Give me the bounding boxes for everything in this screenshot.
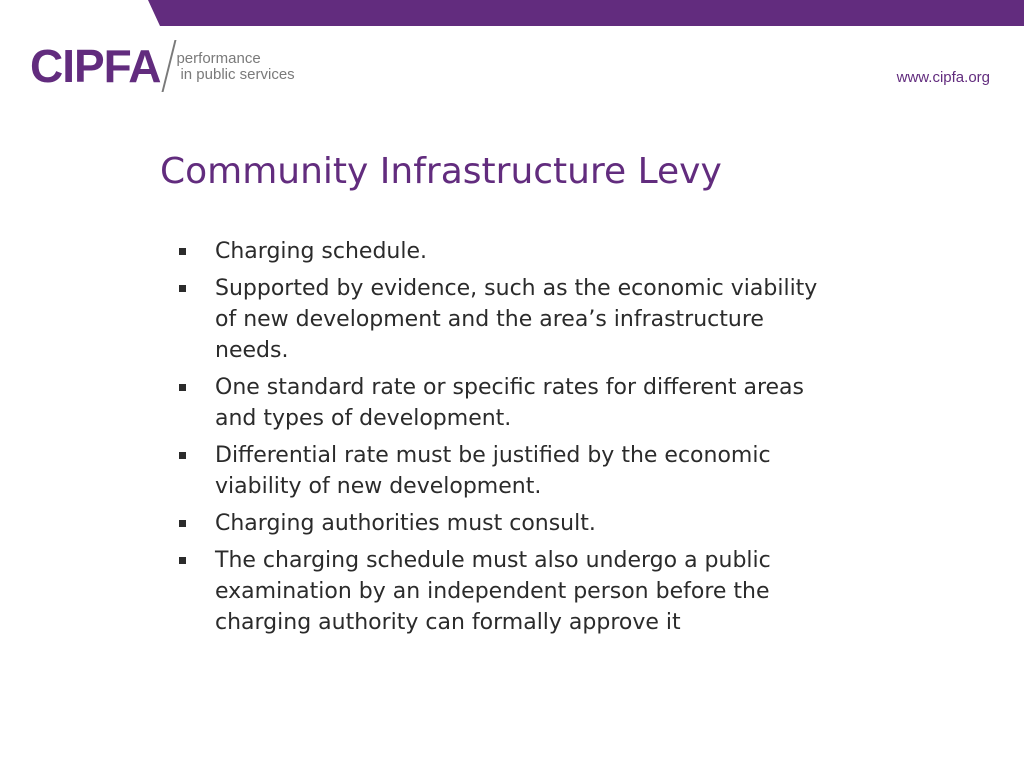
bullet-item	[176, 440, 936, 502]
square-bullet-icon	[179, 557, 186, 564]
bullet-text-line: Charging schedule.	[215, 239, 428, 264]
bullet-text-line: of new development and the area’s infrastructure	[215, 307, 764, 332]
bullet-text-line: and types of development.	[215, 406, 512, 431]
bullet-item	[176, 545, 936, 638]
square-bullet-icon	[179, 384, 186, 391]
logo-tagline-line2: in public services	[180, 66, 295, 83]
bullet-list	[176, 236, 936, 644]
square-bullet-icon	[179, 248, 186, 255]
bullet-text-line: charging authority can formally approve it	[215, 610, 681, 635]
cipfa-logo	[30, 40, 295, 92]
bullet-text-line: Charging authorities must consult.	[215, 511, 596, 536]
header-band-shape	[148, 0, 1024, 26]
square-bullet-icon	[179, 285, 186, 292]
logo-tagline	[176, 51, 294, 83]
bullet-item	[176, 372, 936, 434]
logo-divider	[162, 40, 177, 92]
logo-tagline-line1: performance	[176, 50, 261, 67]
website-url: www.cipfa.org	[896, 69, 990, 86]
bullet-item	[176, 236, 936, 267]
square-bullet-icon	[179, 452, 186, 459]
bullet-item	[176, 508, 936, 539]
slide-title: Community Infrastructure Levy	[160, 151, 722, 192]
bullet-item	[176, 273, 936, 366]
header-band	[0, 0, 1024, 26]
bullet-text-line: needs.	[215, 338, 289, 363]
bullet-text-line: The charging schedule must also undergo a public	[215, 548, 771, 573]
logo-wordmark: CIPFA	[30, 40, 161, 92]
bullet-text-line: One standard rate or specific rates for different areas	[215, 375, 804, 400]
square-bullet-icon	[179, 520, 186, 527]
bullet-text-line: examination by an independent person before the	[215, 579, 770, 604]
bullet-text-line: Supported by evidence, such as the economic viability	[215, 276, 818, 301]
bullet-text-line: viability of new development.	[215, 474, 542, 499]
bullet-text-line: Differential rate must be justified by the economic	[215, 443, 771, 468]
